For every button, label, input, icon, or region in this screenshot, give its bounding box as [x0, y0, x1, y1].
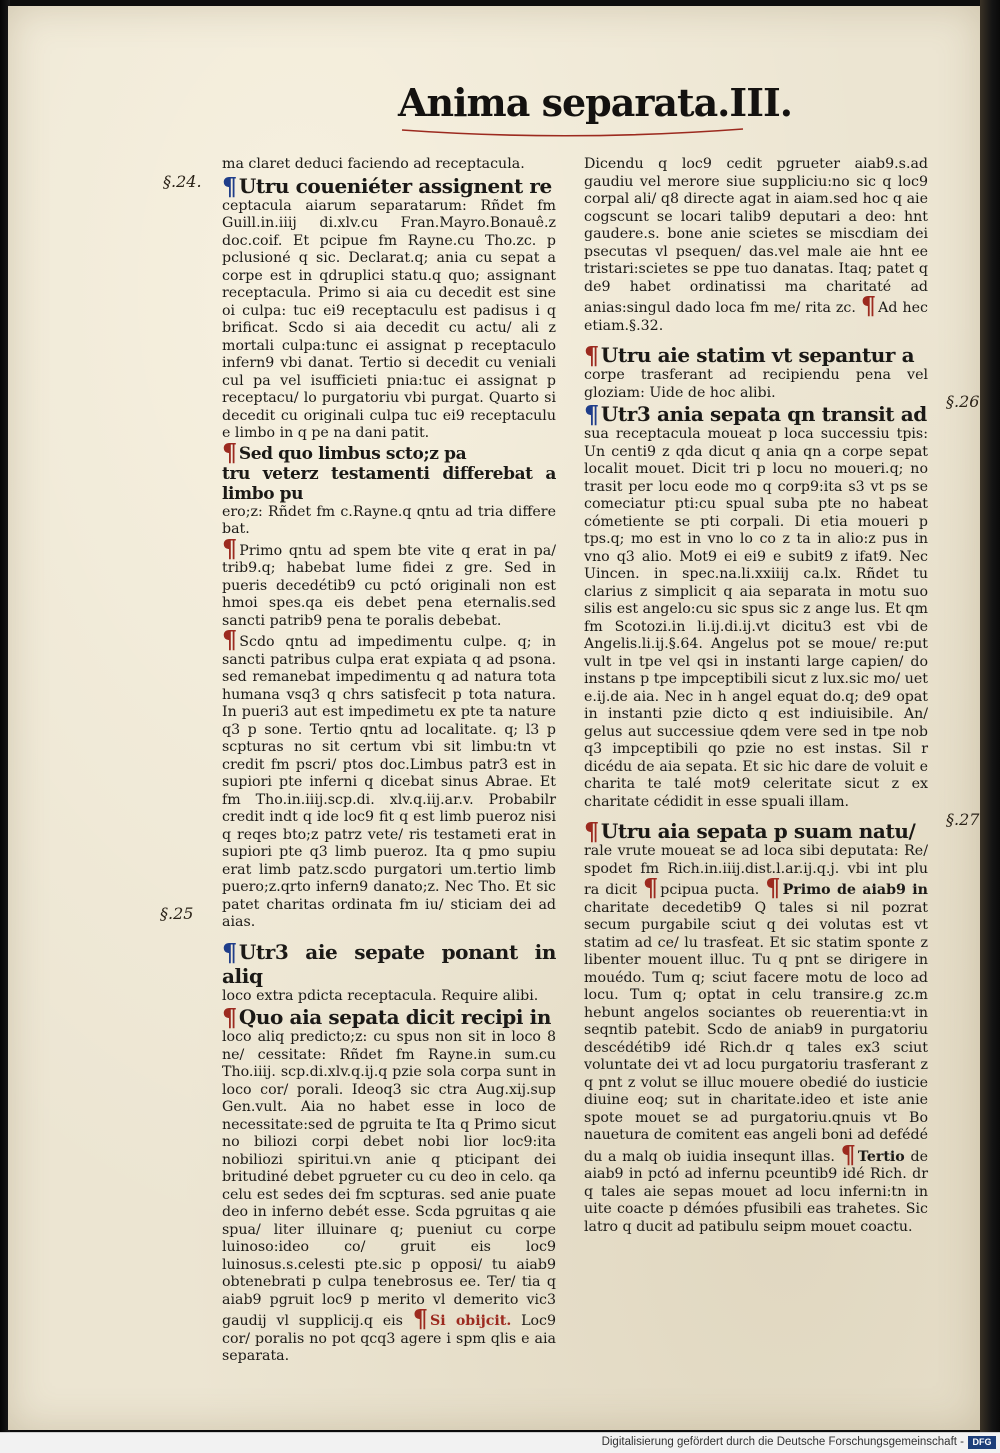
question-heading-27-text: Utru aia sepata p suam natu/	[600, 819, 916, 843]
pilcrow-red-icon: ¶	[222, 1003, 237, 1032]
running-head-red-flourish	[400, 126, 745, 144]
question-body-27	[584, 843, 928, 1236]
spacer	[222, 932, 556, 940]
pilcrow-red-icon: ¶	[222, 437, 237, 467]
question-body-27-text: rale vrute moueat se ad loca sibi deputata: Re/ spodet fm Rich.in.iiij.dist.l.ar.ij.q.j. vbi int plu ra dicit	[584, 843, 928, 898]
objection-text: Loc9 cor/ poralis no pot qcq3 agere i spm qlis e aia separata.	[222, 1313, 556, 1364]
pilcrow-red-icon: ¶	[584, 341, 599, 370]
question-heading-statim	[584, 341, 928, 370]
pilcrow-red-icon: ¶	[584, 817, 599, 846]
spacer	[584, 335, 928, 343]
pilcrow-blue-icon: ¶	[584, 400, 599, 429]
question-body-26: sua receptacula moueat p loca successiu tpis: Un centi9 z qda dicut q ania qn a corpe sepat localit mouet. Dicit tri p locu no moueri.q; no trasit per locu eode mo q corp9:ita s3 vt ps se comeciatur pti:cu spual suba pte no habeat cómetiente se pti corpali. Di etia moueri p tps.q; mo est in vno lo co z ta in alio:z pus in vno q3 alio. Mot9 ei ei9 e subit9 z ifat9. Nec Uincen. in spec.na.li.xxiiij ca.lx. Rñdet tu clarius z simplicit q aia separata in motu suo silis est angelo:cu sic spus sic z ange lus. Et qm fm Scotozi.in li.ij.di.ij.vt dicitu3 est vbi de Angelis.li.ij.§.64. Angelus pot se moue/ re:put vult in tpe vel qsi in instanti large capien/ do instans p tpe impceptibili sicut z lux.sic mo/ uet e.ij.de aia. Nec in h angel equat do.q; de9 opat in instanti pzie dicto q est indiuisibile. An/ gelus aut successiue qdem vere sed in tpe nob q3 impceptibili qo pzie no est instas. Sil r dicédu de aia sepata. Et sic hic dare de voluit e charita te talé mot9 celeritate sicut z ex charitate cédidit in esse spuali illam.	[584, 426, 928, 810]
funding-credit: Digitalisierung gefördert durch die Deutsche Forschungsgemeinschaft -	[601, 1436, 964, 1448]
question-body-25	[222, 1029, 556, 1366]
sub-question-limbus-answer: ero;z: Rñdet fm c.Rayne.q qntu ad tria differe bat.	[222, 503, 556, 537]
pcipua-pucta: pcipua pucta.	[660, 882, 760, 898]
text-column-right	[584, 156, 928, 1236]
question-heading-text: Utru coueniéter assignent re	[238, 173, 552, 198]
question-heading-26	[584, 400, 928, 429]
margin-note-section-27: §.27	[946, 810, 980, 829]
pilcrow-red-icon: ¶	[765, 873, 781, 902]
carry-over-line: ma claret deduci faciendo ad receptacula.	[222, 156, 525, 172]
pilcrow-red-icon: ¶	[840, 1139, 856, 1169]
paragraph-primo-text: Primo qntu ad spem bte vite q erat in pa/ trib9.q; habebat lume fidei z gre. Sed in pueris decedétib9 cu pctó originali non est hmoi spes.qa eis debet pena eternalis.sed sancti patrib9 pena te poralis debebat.	[222, 542, 556, 629]
pilcrow-red-icon: ¶	[642, 873, 659, 902]
question-body-ponant: loco extra pdicta receptacula. Require alibi.	[222, 987, 539, 1004]
question-heading-ponant	[222, 937, 556, 988]
question-heading-26-text: Utr3 ania sepata qn transit ad	[600, 402, 927, 426]
paragraph-secundo-text: Scdo qntu ad impedimentu culpe. q; in sancti patribus culpa erat expiata q ad psona. sed remanebat impedimentu q ad natura tota humana vsq3 q chrs satisfecit p tota natura. In pueri3 aut est impedimetu ex pte ta nature q3 p sone. Tertio qntu ad localitate. q; l3 p scpturas no sit certum vbi sit limbu:tn vt credit fm pscri/ ptos doc.Limbus patr3 est in supiori pte inferni q dicebat sinus Abrae. Et fm Tho.in.iiij.scp.di. xlv.q.iij.ar.v. Probabilr credit indt q ide loc9 fit q est limb pueroz nisi q reqes bto;z patrz vete/ ris testameti erat in supiori pte q3 limb pueroz. Ita q pmo supiu erat limb patz.scdo purgatori um.tertio limb puero;z.qrto infern9 danato;z. Nec Tho. Et sic patet charitas ordinata fm iu/ sticiam dei ad aias.	[222, 634, 556, 930]
cross-reference: Ad hec etiam.§.32.	[584, 300, 928, 334]
dfg-logo-icon: DFG	[968, 1436, 996, 1449]
pilcrow-red-icon: ¶	[860, 291, 877, 320]
question-heading-25-text: Quo aia sepata dicit recipi in	[238, 1005, 551, 1029]
question-body-27-part2: charitate decedetib9 Q tales si nil pozrat secum purgabile sciut q dei volutas est vt statim ad ce/ lu trasfeat. Et sic statim sponte z libenter mouent illuc. Tu q pnt se dirigere in mouédo. Tum q; sciut facere motu de loco ad locu. Tum q; optat in celu transire.g zc.m hebunt angelos sociantes ob reuerentia:vt in seqntib patebit. Scdo de aniab9 in purgatoriu descédétib9 idé Rich.dr q tales ex3 sciut voluntate dei vt ad locu purgatoriu trasferant z q pnt z volut se illuc mouere obedié do iusticie diuine eoq; sut in charitate.ideo et iste anie spote mouet se ad purgatoriu.qnuis vt Bo nauetura de comitent eas angeli boni ad defédé du a malq ob iuidia insequnt illas.	[584, 899, 928, 1165]
spacer	[584, 811, 928, 819]
question-heading-24	[222, 171, 556, 201]
margin-note-section-24: §.24.	[163, 172, 202, 191]
question-body-statim: corpe trasferant ad recipiendu pena vel gloziam: Uide de hoc alibi.	[584, 367, 928, 401]
question-heading-statim-text: Utru aie statim vt sepantur a	[600, 343, 915, 367]
pilcrow-red-icon: ¶	[222, 533, 238, 563]
question-heading-25	[222, 1003, 556, 1032]
paragraph-primo	[222, 533, 556, 631]
sub-question-limbus-line1: Sed quo limbus scto;z pa	[238, 443, 467, 464]
question-body-24: ceptacula aiarum separatarum: Rñdet fm Guill.in.iiij di.xlv.cu Fran.Mayro.Bonauê.z doc.coif. Et pcipue fm Rayne.cu Tho.zc. p pclusioné q sic. Declarat.q; ania cu sepat a corpe est in qdruplici statu.q quo; assignant receptacula. Primo si aia cu decedit est sine oi culpa: tuc ei9 receptaculu est padisus i q brificat. Scdo si aia decedit cu actu/ ali z mortali culpa:tunc ei assignat p receptaculo infern9 vbi danat. Tertio si decedit cu veniali cul pa vel isufficieti pnia:tuc ei assignat p receptacu/ lo purgatoriu vbi purgat. Quarto si decedit cu originali culpa tuc ei9 receptaculu e limbo in q pe na dani patit.	[222, 197, 556, 441]
pilcrow-red-icon: ¶	[222, 625, 238, 654]
question-body-27-part3: de aiab9 in pctó ad infernu pceuntib9 idé Rich. dr q tales aie sepas mouet ad locu inferni:tn in uite coacte p démóes pfusibili eas trahetes. Sic latro q ducit ad patibulu seipm mouet coactu.	[584, 1148, 928, 1235]
digitization-footer	[0, 1432, 1000, 1453]
pilcrow-red-icon: ¶	[412, 1304, 428, 1333]
tertio-rubric: Tertio	[857, 1148, 905, 1165]
pilcrow-blue-icon: ¶	[222, 171, 237, 201]
pilcrow-blue-icon: ¶	[222, 937, 237, 967]
primo-de-aiabus: Primo de aiab9 in	[782, 882, 928, 898]
running-head: Anima separata.III.	[398, 80, 792, 125]
question-heading-ponant-text: Utr3 aie sepate ponant in aliq	[222, 939, 556, 988]
paragraph-secundo	[222, 625, 556, 932]
margin-note-section-25: §.25	[160, 904, 194, 923]
sub-question-limbus-line2: tru veterz testamenti differebat a limbo pu	[222, 463, 556, 504]
carry-over-text: Dicendu q loc9 cedit pgrueter aiab9.s.ad gaudiu vel merore siue suppliciu:no sic q loc9 corpal ali/ q8 directe agat in aiam.sed hoc q aie cogscunt se locari talib9 deputari a deo: hnt gaudere.s. bone anie scietes se miscdiam dei psecutas vl psequen/ das.vel male aie hnt ee tristari:scietes se ppe tuo danatas. Itaq; patet q de9 habet ordinatissi ma charitaté ad anias:singul dado loca fm me/ rita zc.	[584, 156, 928, 316]
margin-note-section-26: §.26	[946, 392, 980, 411]
sub-question-limbus	[222, 437, 556, 467]
objection-rubric: Si obijcit.	[430, 1313, 512, 1329]
text-column-left	[222, 156, 556, 1366]
question-body-25-text: loco aliq predicto;z: cu spus non sit in loco 8 ne/ cessitate: Rñdet fm Rayne.in sum.cu Tho.iiij. scp.di.xlv.q.ij.q pzie sola corpa sunt in loco cor/ porali. Ideoq3 sic ctra Aug.xij.sup Gen.vult. Aia no habet esse in loco de necessitate:sed de pgruita te Ita q Primo sicut no biliozi corpi debet nobi lior loc9:ita nobiliozi spiritui.vn anie q pticipant dei britudiné debet pgrueter cu cu deo in celo. qa celu est sedes dei fm scpturas. sed anie puate deo in inferno debét esse. Scda pgruitas q aie spua/ liter illuinare q; pueniut cu corpe luinoso:ideo co/ gruit eis loc9 luinosus.s.celesti pte.sic p opposi/ tu aiab9 obtenebrati p culpa tenebrosus ee. Ter/ tia q aiab9 pgruit loc9 p merito vl demerito vic3 gaudij vl supplicij.q eis	[222, 1029, 556, 1329]
book-fore-edge	[980, 0, 1000, 1432]
question-heading-27	[584, 817, 928, 846]
carry-over-paragraph	[584, 156, 928, 335]
